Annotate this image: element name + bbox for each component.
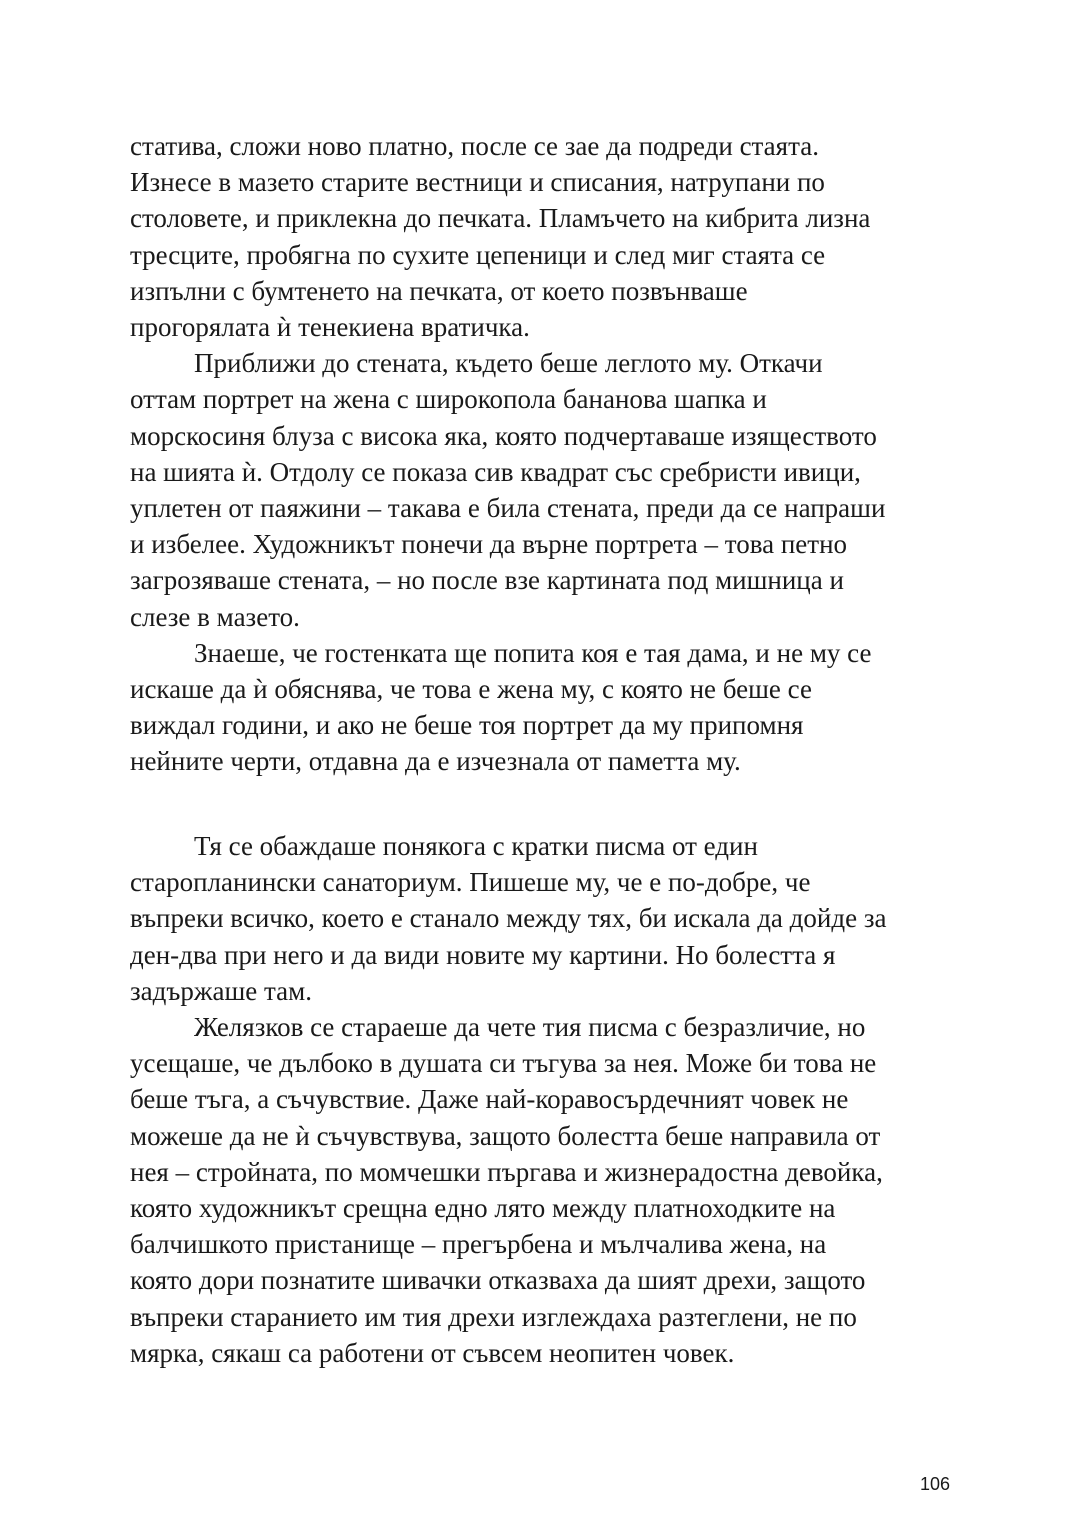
text-line: прогорялата ѝ тенекиена вратичка. [130, 312, 530, 343]
text-line: уплетен от паяжини – такава е била стената, преди да се напраши [130, 493, 886, 524]
paragraph-first-line: Тя се обаждаше понякога с кратки писма от един [194, 831, 758, 861]
text-line: усещаше, че дълбоко в душата си тъгува за нея. Може би това не [130, 1048, 877, 1079]
text-line: статива, сложи ново платно, после се зае да подреди стаята. [130, 131, 819, 161]
text-line: задържаше там. [130, 975, 312, 1006]
paragraph-first-line: Приближи до стената, където беше леглото му. Откачи [194, 348, 823, 379]
text-line: столовете, и приклекна до печката. Пламъчето на кибрита лизна [130, 203, 871, 234]
text-line: и избелее. Художникът понечи да върне портрета – това петно [130, 529, 848, 560]
text-line: старопланински санаториум. Пишеше му, че е по-добре, че [130, 867, 811, 898]
text-line: виждал години, и ако не беше тоя портрет да му припомня [130, 710, 804, 741]
text-line: оттам портрет на жена с широкопола бананова шапка и [130, 384, 767, 415]
text-section-2 [130, 828, 960, 1371]
paragraph-first-line: Знаеше, че гостенката ще попита коя е тая дама, и не му се [194, 637, 872, 668]
text-line: морскосиня блуза с висока яка, която подчертаваше изяществото [130, 420, 877, 451]
text-line: тресците, пробягна по сухите цепеници и след миг стаята се [130, 239, 826, 270]
text-line: нейните черти, отдавна да е изчезнала от паметта му. [130, 746, 741, 777]
text-line: на шията ѝ. Отдолу се показа сив квадрат със сребристи ивици, [130, 456, 861, 487]
text-line: балчишкото пристанище – прегърбена и мълчалива жена, на [130, 1229, 827, 1260]
text-line: ден-два при него и да види новите му картини. Но болестта я [130, 939, 836, 970]
text-line: въпреки всичко, което е станало между тях, би искала да дойде за [130, 903, 887, 934]
text-line: която дори познатите шивачки отказваха да шият дрехи, защото [130, 1265, 866, 1296]
text-line: беше тъга, а съчувствие. Даже най-коравосърдечният човек не [130, 1084, 849, 1115]
text-line: въпреки старанието им тия дрехи изглеждаха разтеглени, не по [130, 1301, 857, 1332]
text-line: загрозяваше стената, – но после взе картината под мишница и [130, 565, 844, 596]
paragraph-first-line: Желязков се стараеше да чете тия писма с безразличие, но [194, 1012, 866, 1043]
text-section-1 [130, 128, 960, 780]
text-line: нея – стройната, по момчешки пъргава и жизнерадостна девойка, [130, 1156, 883, 1187]
page-number: 106 [920, 1474, 951, 1494]
text-line: можеше да не ѝ съчувствува, защото болестта беше направила от [130, 1120, 881, 1151]
text-line: искаше да ѝ обяснява, че това е жена му, с която не беше се [130, 674, 812, 705]
text-line: Изнесе в мазето старите вестници и списания, натрупани по [130, 167, 825, 198]
text-line: която художникът срещна едно лято между платноходките на [130, 1193, 836, 1224]
text-line: изпълни с бумтенето на печката, от което позвънваше [130, 275, 748, 306]
text-line: слезе в мазето. [130, 601, 300, 632]
text-line: мярка, сякаш са работени от съвсем неопитен човек. [130, 1337, 735, 1368]
